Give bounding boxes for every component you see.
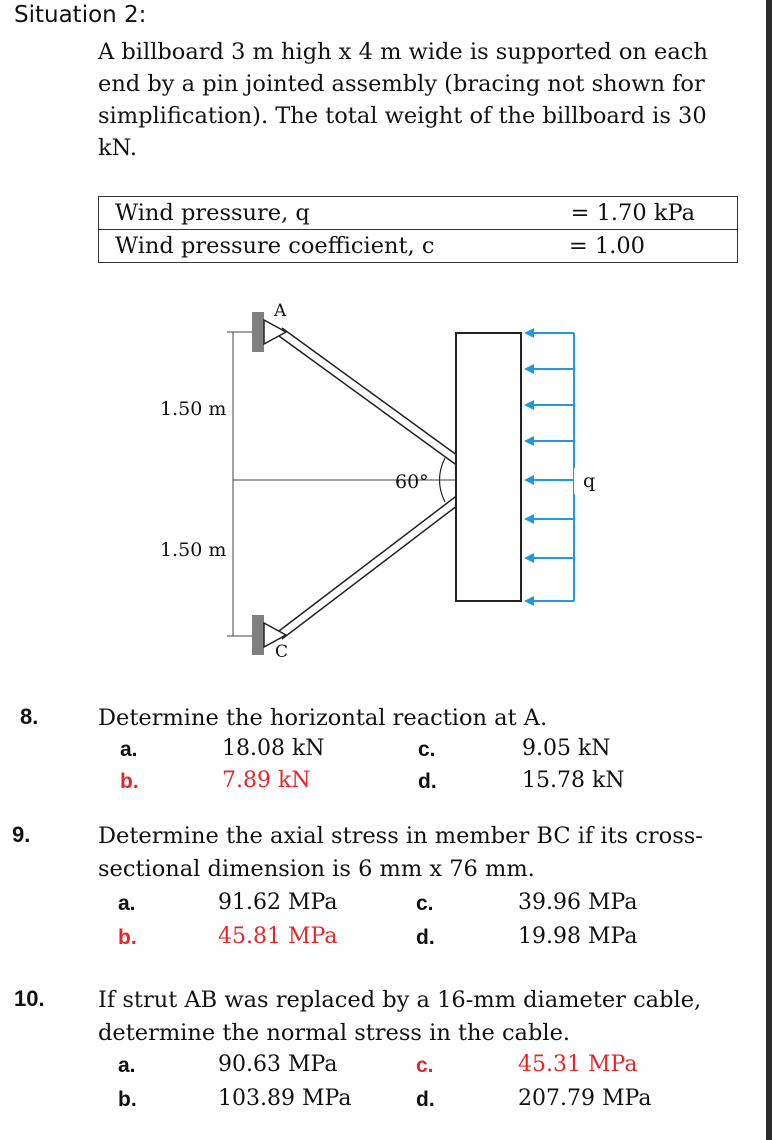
- support-a-pin-icon: [264, 320, 286, 344]
- option-letter: d.: [416, 1088, 435, 1111]
- truss-diagram: [0, 290, 772, 670]
- option-letter: d.: [416, 926, 435, 949]
- wind-arrow: [524, 400, 574, 410]
- option-letter: a.: [120, 738, 138, 761]
- option-letter-correct: b.: [118, 926, 137, 949]
- label-c: C: [275, 642, 289, 662]
- option-value: 15.78 kN: [522, 768, 625, 793]
- given-value: = 1.70 kPa: [531, 197, 738, 230]
- question-text: Determine the axial stress in member BC if its cross-sectional dimension is 6 mm x 76 mm.: [98, 823, 703, 882]
- question-number: 8.: [20, 704, 39, 729]
- given-row: [99, 230, 738, 263]
- option-value: 207.79 MPa: [518, 1086, 652, 1111]
- option-value: 18.08 kN: [222, 736, 325, 761]
- support-c-wall: [252, 615, 264, 655]
- given-label: Wind pressure coefficient, c: [99, 230, 531, 263]
- dimension-upper-label: 1.50 m: [160, 398, 227, 420]
- wind-arrow: [524, 596, 574, 606]
- angle-label: 60°: [395, 471, 429, 493]
- option-value: 91.62 MPa: [218, 890, 338, 915]
- load-label: q: [583, 470, 596, 492]
- label-a: A: [274, 301, 287, 321]
- option-value: 9.05 kN: [522, 736, 611, 761]
- given-label: Wind pressure, q: [99, 197, 531, 230]
- option-value: 103.89 MPa: [218, 1086, 352, 1111]
- option-value-correct: 45.81 MPa: [218, 924, 338, 949]
- situation-title: Situation 2:: [14, 2, 147, 28]
- wind-arrow: [524, 364, 574, 374]
- option-value: 39.96 MPa: [518, 890, 638, 915]
- question-text: Determine the horizontal reaction at A.: [98, 705, 548, 731]
- wind-arrow: [524, 475, 574, 485]
- wind-arrows: [524, 328, 574, 606]
- option-letter: a.: [118, 892, 136, 915]
- support-a-wall: [252, 312, 264, 352]
- option-letter-correct: b.: [120, 770, 139, 793]
- question-number: 10.: [14, 986, 45, 1011]
- question-text: If strut AB was replaced by a 16-mm diameter cable, determine the normal stress in the cable.: [98, 987, 702, 1046]
- wind-arrow: [524, 328, 574, 338]
- option-value-correct: 45.31 MPa: [518, 1052, 638, 1077]
- wind-arrow: [524, 553, 574, 563]
- dimension-lower-label: 1.50 m: [160, 539, 227, 561]
- option-value-correct: 7.89 kN: [222, 768, 311, 793]
- wind-arrow: [524, 514, 574, 524]
- option-letter: c.: [418, 738, 436, 761]
- option-letter: a.: [118, 1054, 136, 1077]
- option-letter: d.: [418, 770, 437, 793]
- situation-intro: A billboard 3 m high x 4 m wide is supported on each end by a pin jointed assembly (bracing not shown for simplification). The total weight of the billboard is 30 kN.: [98, 39, 708, 161]
- option-value: 90.63 MPa: [218, 1052, 338, 1077]
- option-letter: b.: [118, 1088, 137, 1111]
- billboard: [456, 333, 521, 601]
- option-letter-correct: c.: [416, 1054, 434, 1077]
- wind-arrow: [524, 436, 574, 446]
- given-table: [98, 196, 738, 263]
- question-number: 9.: [12, 822, 31, 847]
- given-value: = 1.00: [531, 230, 738, 263]
- option-letter: c.: [416, 892, 434, 915]
- option-value: 19.98 MPa: [518, 924, 638, 949]
- given-row: [99, 197, 738, 230]
